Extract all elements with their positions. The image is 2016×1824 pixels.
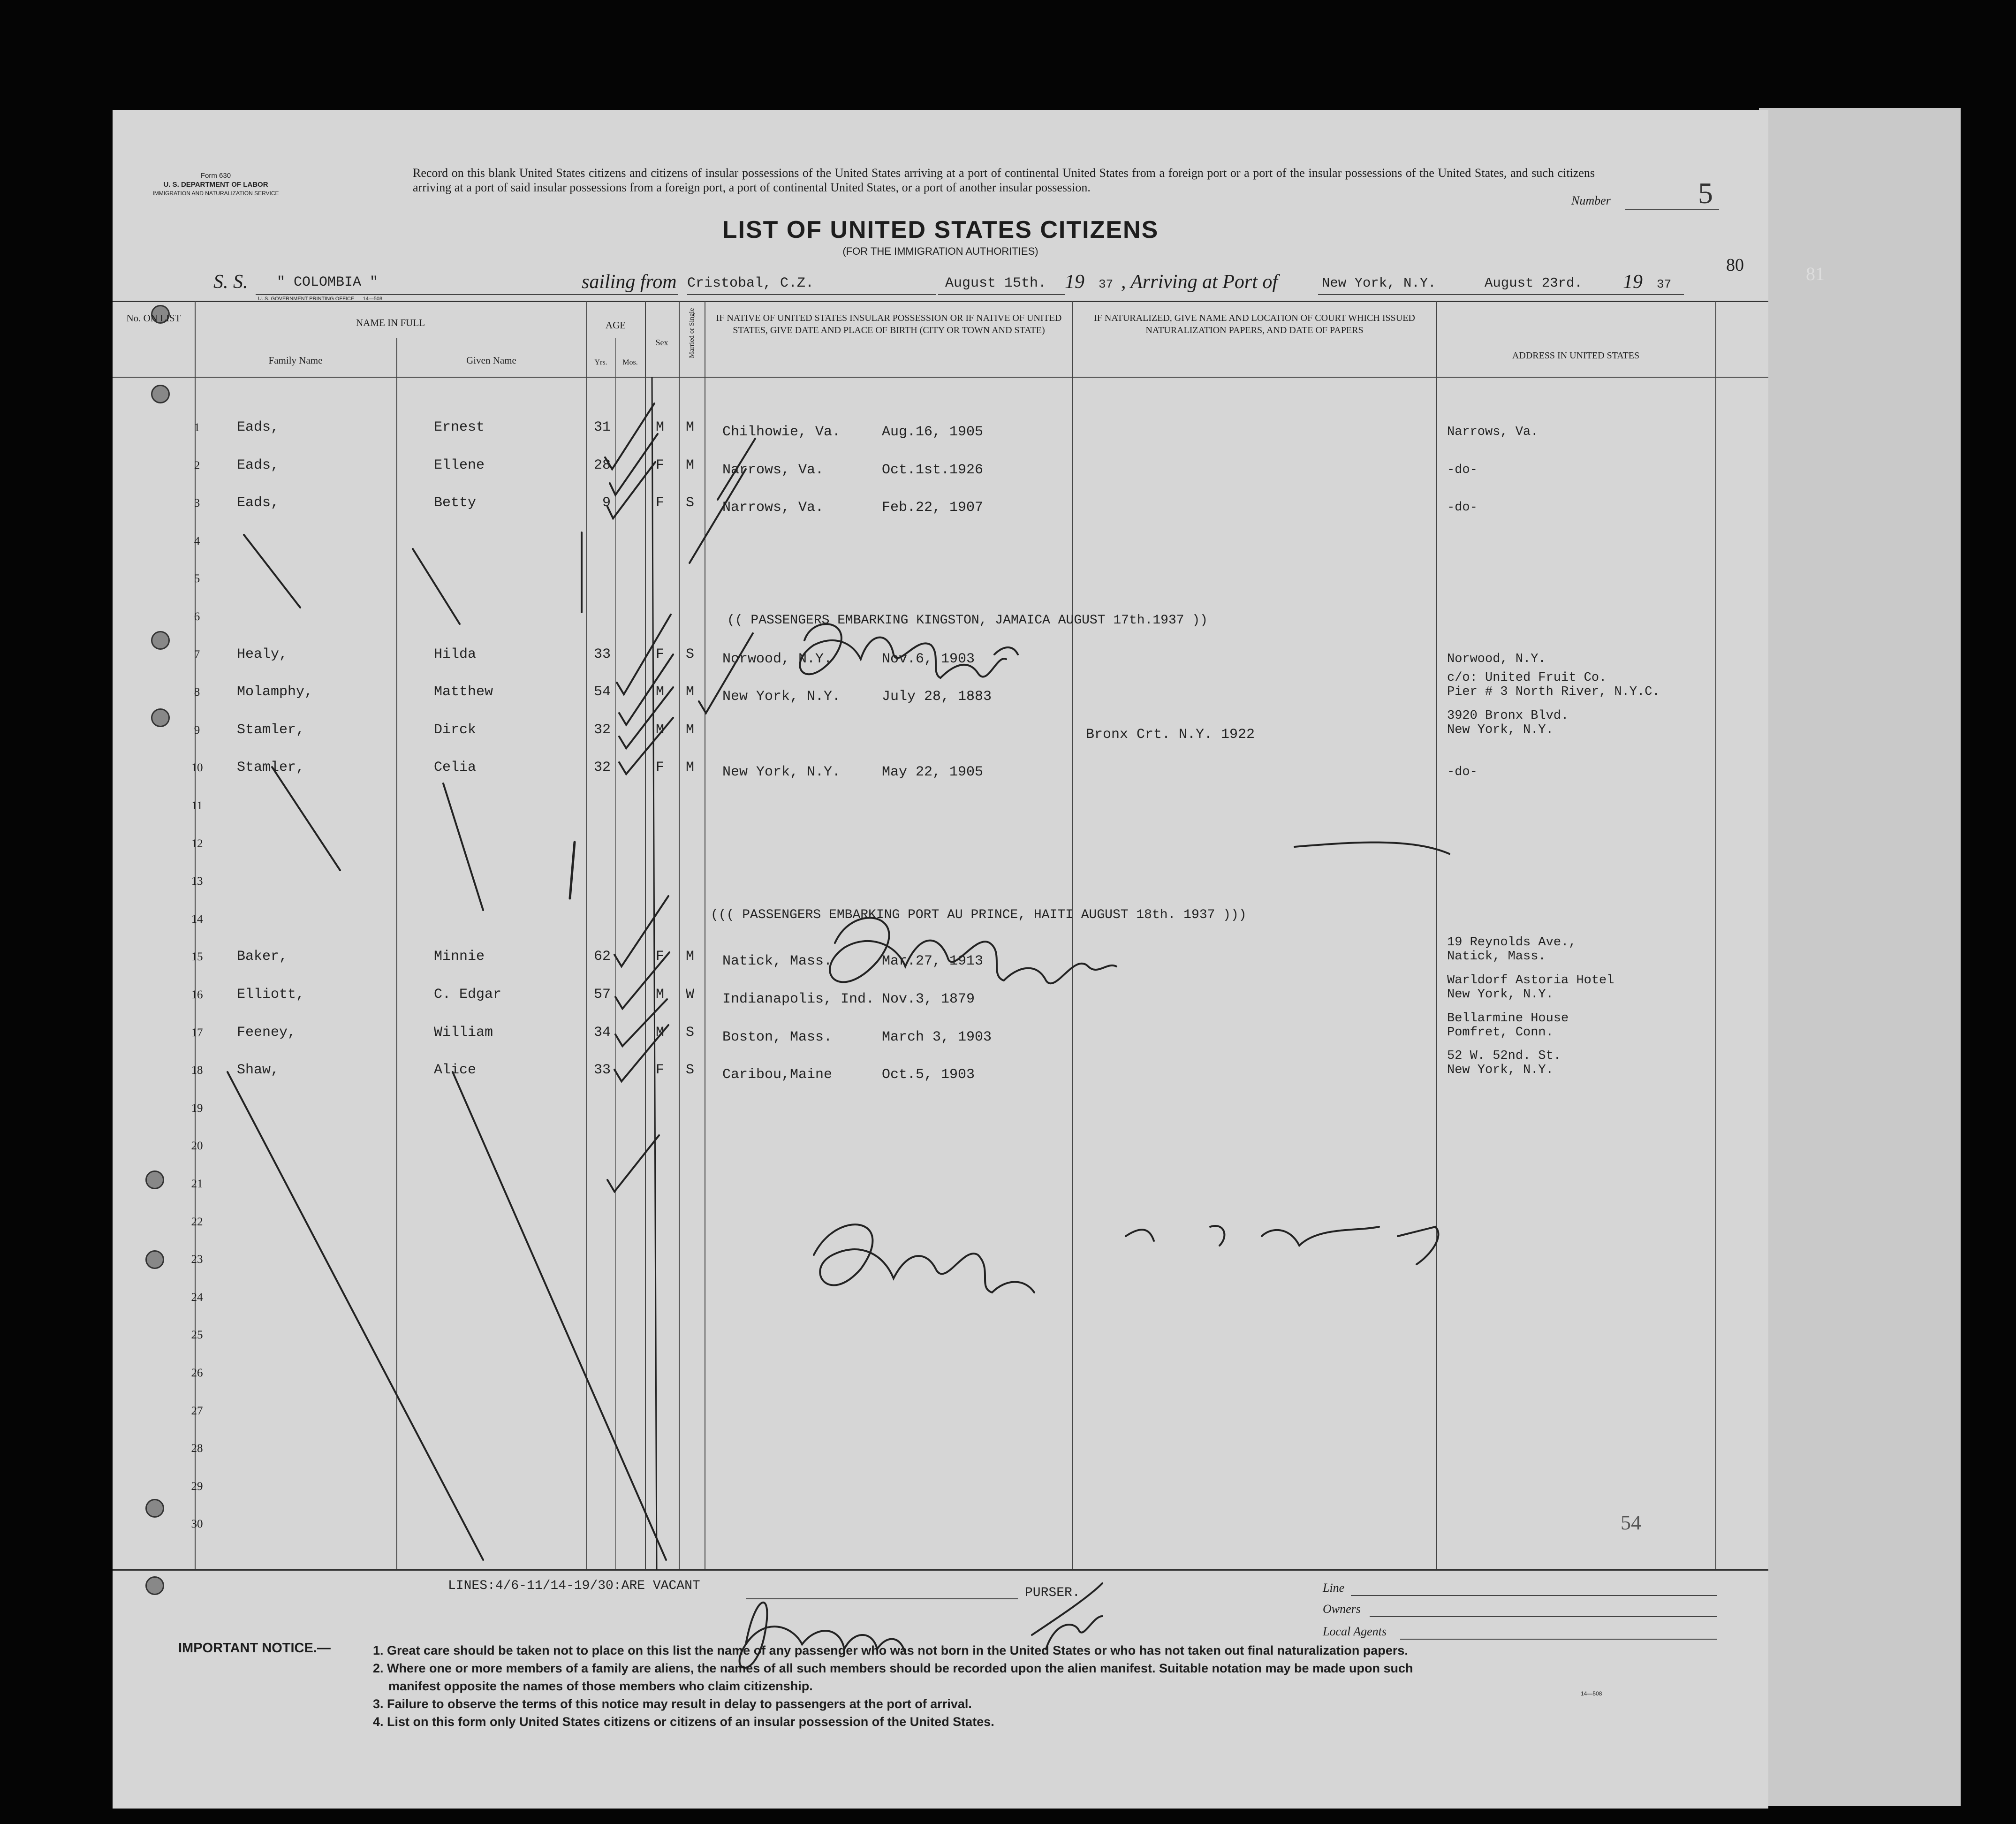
next-page-edge [1759,108,1961,1806]
given-name: William [434,1024,493,1041]
marital-status: W [686,987,695,1003]
birth-place: Narrows, Va. [722,500,824,516]
address-line: c/o: United Fruit Co. [1447,671,1607,685]
service: IMMIGRATION AND NATURALIZATION SERVICE [152,190,279,197]
header-sex: Sex [655,338,668,347]
margin-stroke [570,842,575,898]
row-number: 2 [194,459,200,472]
row-number: 1 [194,421,200,434]
row-number: 24 [191,1291,203,1304]
vacant-slash [227,1072,483,1560]
row-number: 14 [191,912,203,926]
sex: M [656,722,665,738]
line-underline [1351,1595,1717,1596]
row-number: 23 [191,1253,203,1266]
stamp-number: 54 [1621,1511,1641,1534]
number-label: Number [1571,194,1611,207]
vacant-slash [244,535,300,608]
address-line: New York, N.Y. [1447,722,1554,737]
address-line: 19 Reynolds Ave., [1447,935,1576,950]
birth-date: Feb.22, 1907 [882,500,984,516]
check-mark [615,999,667,1046]
official-initials-with-date [814,1224,1438,1292]
birth-place: New York, N.Y. [722,689,841,705]
department: U. S. DEPARTMENT OF LABOR [163,181,268,189]
birth-date: May 22, 1905 [882,764,984,781]
row-number: 19 [191,1102,203,1115]
check-mark [718,439,755,500]
sex: M [656,419,665,435]
notice-item-1: 1. Great care should be taken not to place on this list the name of any passenger who was not born in the United States or who has not taken out final naturalization papers. [373,1643,1408,1657]
age-years: 33 [593,1062,611,1079]
header-naturalized: IF NATURALIZED, GIVE NAME AND LOCATION OF COURT WHICH ISSUED NATURALIZATION PAPERS, AND DATE OF PAPERS [1094,313,1415,335]
marital-status: S [686,1024,695,1041]
page-title: LIST OF UNITED STATES CITIZENS [722,216,1159,243]
sex: M [656,1024,665,1041]
age-years: 62 [593,949,611,965]
address-line: -do- [1447,501,1478,515]
intro-text: Record on this blank United States citizens and citizens of insular possessions of the United States arriving at a port of continental United States from a foreign port or a port of the insular possessions of the United States, and such citizens arriving at a port of said insular possessions from a foreign port, a port of continental United States, or a port of another insular possession. [413,166,1595,194]
marital-status: S [686,495,695,511]
footer-print-code: 14—508 [1581,1690,1602,1697]
row-number: 16 [191,988,203,1001]
sailing-from: Cristobal, C.Z. [687,275,814,291]
owners-label: Owners [1323,1602,1361,1616]
family-name: Feeney, [237,1024,296,1041]
vacant-slash [443,783,483,910]
page-number-right: 81 [1806,263,1825,284]
family-name: Eads, [237,419,280,435]
vacant-slash [272,767,340,870]
marital-status: M [686,457,695,473]
sailing-from-label: sailing from [582,271,677,293]
arrival-year: 37 [1657,277,1672,291]
row-number: 12 [191,837,203,850]
naturalization: Bronx Crt. N.Y. 1922 [1086,726,1255,743]
page-number-left: 80 [1726,255,1744,275]
notice-item-2-cont: manifest opposite the names of those members who claim citizenship. [388,1679,813,1693]
check-mark [614,896,668,966]
address-line: 52 W. 52nd. St. [1447,1049,1561,1064]
age-years: 57 [593,987,611,1003]
check-mark [605,403,654,469]
age-years: 33 [593,646,611,662]
birth-place: New York, N.Y. [722,764,841,781]
row-number: 11 [191,799,203,812]
birth-place: Indianapolis, Ind. [722,991,875,1007]
header-no-on-list: No. ON LIST [126,312,181,324]
local-agents-label: Local Agents [1323,1625,1387,1638]
age-years: 28 [593,457,611,473]
vacant-slash [413,549,460,624]
row-number: 15 [191,950,203,964]
header-given-name: Given Name [466,355,516,366]
ship-name: " COLOMBIA " [277,274,379,290]
age-years: 31 [593,419,611,435]
family-name: Eads, [237,457,280,473]
handwriting-overlay [113,110,1768,1809]
notice-item-3: 3. Failure to observe the terms of this notice may result in delay to passengers at the port of arrival. [373,1697,972,1711]
notice-title: IMPORTANT NOTICE.— [178,1641,331,1656]
birth-place: Chilhowie, Va. [722,424,841,440]
vacant-lines-note: LINES:4/6-11/14-19/30:ARE VACANT [448,1579,700,1593]
sex: F [656,646,665,662]
embarking-note-haiti: ((( PASSENGERS EMBARKING PORT AU PRINCE, HAITI AUGUST 18th. 1937 ))) [711,908,1247,922]
arrival-year-prefix: 19 [1623,271,1643,293]
arrival-date: August 23rd. [1485,275,1583,291]
birth-place: Norwood, N.Y. [722,651,833,667]
address-line: Narrows, Va. [1447,425,1539,439]
marital-status: M [686,760,695,776]
notice-item-4: 4. List on this form only United States citizens or citizens of an insular possession of the United States. [373,1715,994,1729]
check-mark [690,469,746,563]
address-line: Norwood, N.Y. [1447,652,1546,666]
row-number: 25 [191,1329,203,1342]
check-mark [617,615,671,694]
family-name: Molamphy, [237,684,313,700]
arrival-port: New York, N.Y. [1322,275,1436,291]
marital-status: M [686,722,695,738]
address-line: 3920 Bronx Blvd. [1447,708,1569,723]
ss-label: S. S. [213,271,248,293]
row-number: 27 [191,1404,203,1417]
official-initials [800,624,1018,678]
printing-office-text: U. S. GOVERNMENT PRINTING OFFICE [258,296,355,302]
sex: F [656,495,665,511]
family-name: Shaw, [237,1062,280,1079]
arriving-label: , Arriving at Port of [1121,271,1278,293]
birth-place: Caribou,Maine [722,1067,833,1083]
birth-place: Narrows, Va. [722,462,824,478]
marital-status: M [686,419,695,435]
family-name: Elliott, [237,987,305,1003]
sex: F [656,949,665,965]
departure-year: 37 [1099,277,1114,291]
birth-place: Boston, Mass. [722,1029,833,1045]
check-mark [610,434,658,495]
sex: F [656,760,665,776]
marital-status: S [686,1062,695,1079]
sex: M [656,987,665,1003]
row-number: 9 [194,723,200,737]
form-number: Form 630 [200,172,231,180]
check-mark [614,1025,668,1081]
header-yrs: Yrs. [594,358,607,366]
birth-date: March 3, 1903 [882,1029,992,1045]
given-name: Dirck [434,722,477,738]
given-name: Alice [434,1062,477,1079]
page-subtitle: (FOR THE IMMIGRATION AUTHORITIES) [842,245,1038,257]
marital-status: S [686,646,695,662]
birth-place: Natick, Mass. [722,953,833,970]
header-mos: Mos. [622,358,638,366]
departure-year-prefix: 19 [1065,271,1084,293]
check-mark [607,1135,659,1192]
given-name: Celia [434,760,477,776]
family-name: Healy, [237,646,288,662]
address-line: Pomfret, Conn. [1447,1025,1554,1040]
header-age: AGE [605,319,626,331]
address-line: -do- [1447,765,1478,780]
given-name: Minnie [434,949,485,965]
birth-date: Nov.6, 1903 [882,651,975,667]
address-line: New York, N.Y. [1447,1063,1554,1078]
age-years: 32 [593,722,611,738]
row-number: 30 [191,1518,203,1531]
address-line: Warldorf Astoria Hotel [1447,973,1614,988]
marital-status: M [686,949,695,965]
address-line: Bellarmine House [1447,1011,1569,1026]
check-mark [699,633,753,713]
birth-date: Aug.16, 1905 [882,424,984,440]
age-years: 34 [593,1024,611,1041]
birth-date: Mar.27, 1913 [882,953,984,970]
sex: M [656,684,665,700]
age-years: 54 [593,684,611,700]
line-label: Line [1323,1581,1345,1595]
official-initials [830,918,1116,983]
age-years: 32 [593,760,611,776]
row-number: 17 [191,1026,203,1039]
address-line: -do- [1447,463,1478,477]
embarking-note-kingston: (( PASSENGERS EMBARKING KINGSTON, JAMAICA AUGUST 17th.1937 )) [727,613,1208,628]
row-number: 26 [191,1367,203,1379]
given-name: Matthew [434,684,493,700]
check-mark [615,952,669,1009]
vacant-slash [453,1072,666,1560]
row-number: 5 [194,572,200,585]
given-name: Ernest [434,419,485,435]
row-number: 8 [194,686,200,699]
row-number: 21 [191,1178,203,1190]
marital-status: M [686,684,695,700]
family-name: Baker, [237,949,288,965]
row-number: 7 [194,648,200,661]
row-number: 3 [194,497,200,510]
row-number: 20 [191,1140,203,1153]
family-name: Stamler, [237,722,305,738]
header-name-in-full: NAME IN FULL [356,317,425,328]
manifest-sheet [113,110,1768,1809]
address-line: Pier # 3 North River, N.Y.C. [1447,685,1660,699]
sex: F [656,457,665,473]
row-number: 10 [191,761,203,775]
purser-signature-line [746,1598,1018,1599]
birth-date: Oct.1st.1926 [882,462,984,478]
number-value: 5 [1698,176,1713,210]
printing-code: 14—508 [363,296,383,302]
given-name: Ellene [434,457,485,473]
given-name: Betty [434,495,477,511]
sex: F [656,1062,665,1079]
family-name: Eads, [237,495,280,511]
given-name: C. Edgar [434,987,502,1003]
header-family-name: Family Name [268,355,323,366]
address-line: New York, N.Y. [1447,988,1554,1002]
notice-item-2: 2. Where one or more members of a family are aliens, the names of all such members should be recorded upon the alien manifest. Suitable notation may be made upon such [373,1661,1413,1675]
local-agents-underline [1400,1639,1717,1640]
row-number: 22 [191,1215,203,1228]
birth-date: July 28, 1883 [882,689,992,705]
departure-date: August 15th. [945,275,1047,291]
row-number: 4 [194,534,200,547]
row-number: 29 [191,1480,203,1493]
row-number: 18 [191,1064,203,1077]
row-number: 6 [194,610,200,623]
address-line: Natick, Mass. [1447,950,1546,964]
header-address: ADDRESS IN UNITED STATES [1512,350,1640,361]
birth-date: Nov.3, 1879 [882,991,975,1007]
row-number: 13 [191,875,203,888]
row-number: 28 [191,1442,203,1455]
family-name: Stamler, [237,760,305,776]
header-birth: IF NATIVE OF UNITED STATES INSULAR POSSESSION OR IF NATIVE OF UNITED STATES, GIVE DATE AND PLACE OF BIRTH (CITY OR TOWN AND STATE) [716,313,1062,335]
given-name: Hilda [434,646,477,662]
purser-label: PURSER. [1025,1586,1080,1600]
birth-date: Oct.5, 1903 [882,1067,975,1083]
header-married-or-single: Married or Single [688,308,696,358]
naturalization-arrow [1295,843,1449,854]
age-years: 9 [602,495,611,511]
owners-underline [1370,1616,1717,1617]
